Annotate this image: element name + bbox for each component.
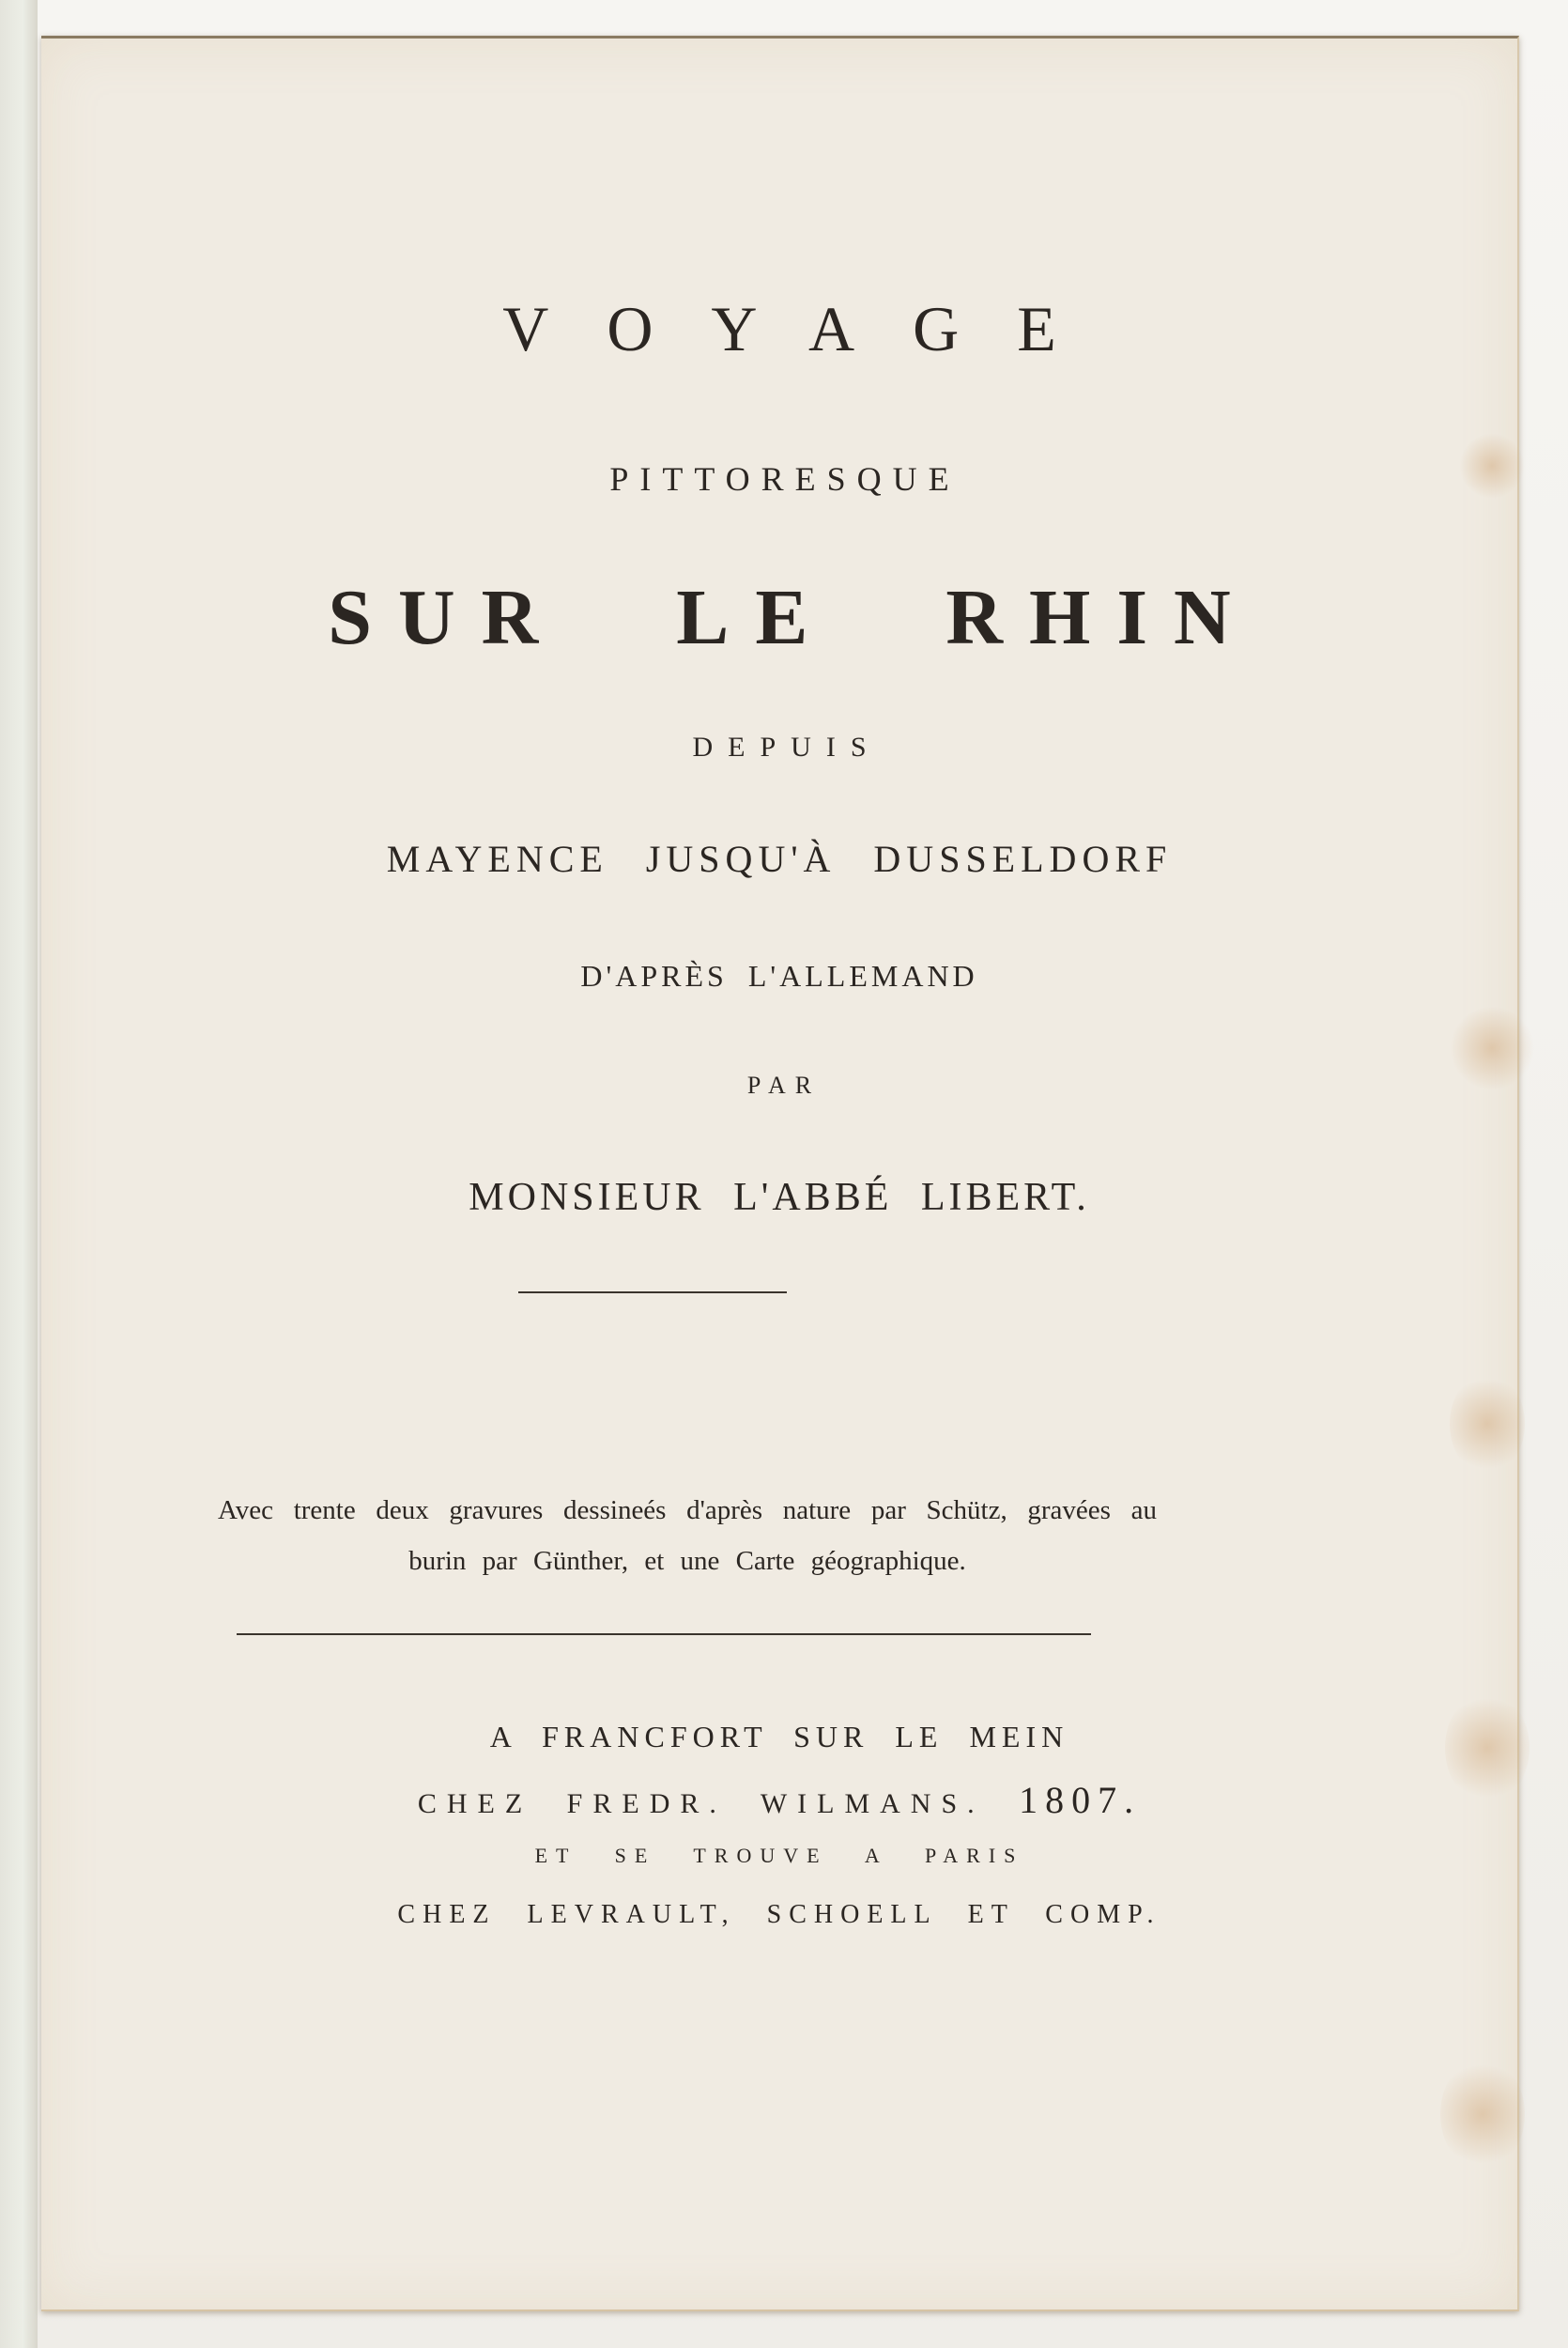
title-route: MAYENCE JUSQU'À DUSSELDORF [386,838,1173,880]
short-rule-divider [518,1291,787,1293]
foxing-spot [1440,2058,1525,2170]
engraving-note: Avec trente deux gravures dessineés d'après nature par Schütz, gravées au burin par Günther, et une Carte géographique. [218,1495,1157,1576]
foxing-spot [1450,1372,1525,1475]
imprint-year: 1807. [1019,1779,1142,1821]
title-voyage: VOYAGE [502,293,1115,364]
title-sur-le-rhin: SUR LE RHIN [328,574,1257,661]
imprint-place: A FRANCFORT SUR LE MEIN [489,1720,1069,1753]
long-rule-divider [237,1633,1091,1635]
imprint-paris-publisher: CHEZ LEVRAULT, SCHOELL ET COMP. [397,1900,1161,1929]
title-pittoresque: PITTORESQUE [609,460,961,498]
imprint-publisher: CHEZ FREDR. WILMANS. [417,1788,985,1819]
title-source: D'APRÈS L'ALLEMAND [580,959,978,993]
title-par: PAR [746,1072,822,1099]
binding-edge [0,0,38,2348]
title-page [41,36,1519,2311]
title-depuis: DEPUIS [692,732,882,763]
author-name: MONSIEUR L'ABBÉ LIBERT. [469,1176,1090,1219]
imprint-also-sold: ET SE TROUVE A PARIS [534,1844,1024,1867]
imprint-publisher-line [41,1778,1517,1822]
